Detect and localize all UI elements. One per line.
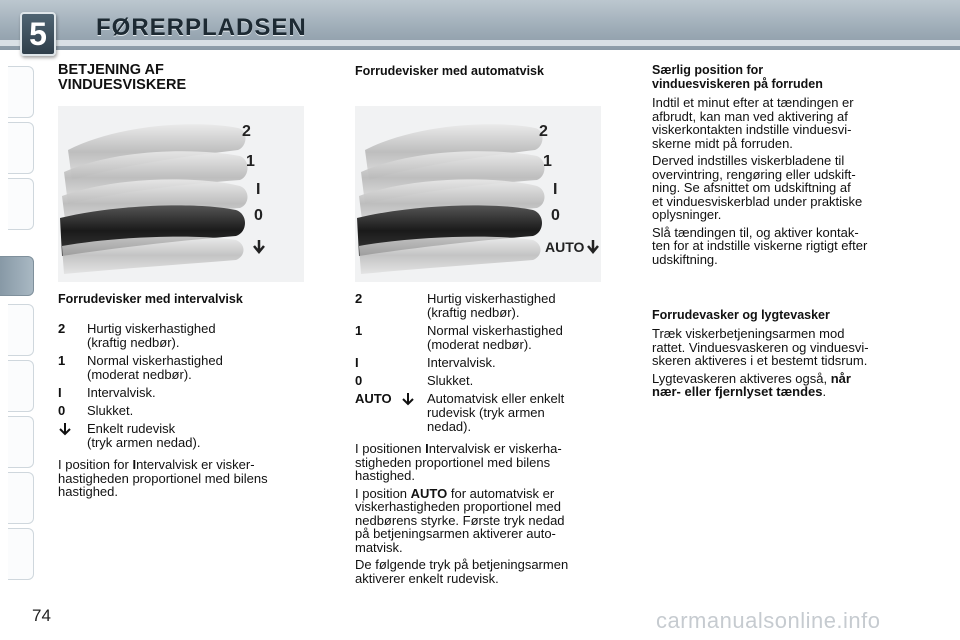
- right-column: [652, 63, 904, 266]
- list-text: Normal viskerhastighed: [87, 353, 223, 368]
- left-column: [58, 63, 318, 93]
- middle-position-list: [355, 292, 615, 438]
- chapter-tab[interactable]: [8, 122, 34, 174]
- paragraph: Indtil et minut efter at tændingen er afbrudt, kan man ved aktivering af viskerkontakten indstille vinduesvi- skerne midt på forruden.: [652, 95, 854, 151]
- section-heading: Forrudevasker og lygtevasker: [652, 308, 830, 322]
- chapter-tab[interactable]: [8, 472, 34, 524]
- lever-ghost: [359, 237, 541, 274]
- list-text: rudevisk (tryk armen: [427, 405, 545, 420]
- chapter-tab[interactable]: [8, 416, 34, 468]
- section-heading: Særlig position for: [652, 63, 764, 77]
- chapter-tab[interactable]: [8, 66, 34, 118]
- arrow-down-icon: [401, 392, 415, 406]
- list-key: 2: [355, 291, 363, 306]
- list-key: 1: [58, 353, 66, 368]
- figure-label-0: 0: [254, 207, 263, 224]
- list-item: [58, 386, 318, 400]
- list-key: 1: [355, 323, 363, 338]
- paragraph: Slå tændingen til, og aktiver kontak- ten for at indstille viskerne rigtigt efter udskiftning.: [652, 224, 868, 267]
- page-number: 74: [32, 606, 51, 625]
- list-item: [58, 404, 318, 418]
- figure-label-0: 0: [551, 207, 560, 224]
- chapter-tab[interactable]: [8, 360, 34, 412]
- watermark: carmanualsonline.info: [656, 608, 881, 633]
- left-subheading-block: [58, 292, 318, 306]
- figure-label-1: 1: [246, 153, 255, 170]
- list-item: [58, 322, 318, 350]
- list-item: [58, 354, 318, 382]
- middle-paragraphs: I positionen Intervalvisk er viskerha- stigheden proportionel med bilens hastighed. I position AUTO for automatvisk er viskerhastigheden proportionel med nedbørens styrke. Første tryk nedad på betjeningsarmen aktiverer auto- matvisk. De følgende tryk på betjeningsarmen aktiverer enkelt rudevisk.: [355, 441, 569, 586]
- list-item: [355, 392, 615, 434]
- arrow-down-icon: [254, 240, 264, 252]
- page-title: FØRERPLADSEN: [96, 14, 307, 41]
- list-text: (moderat nedbør).: [87, 367, 192, 382]
- chapter-tab[interactable]: [8, 304, 34, 356]
- lever-ghost: [62, 237, 244, 274]
- chapter-tab[interactable]: [8, 178, 34, 230]
- section-heading: BETJENING AF: [58, 62, 164, 78]
- section-heading: vinduesviskeren på forruden: [652, 77, 823, 91]
- list-text: Normal viskerhastighed: [427, 323, 563, 338]
- paragraph: Træk viskerbetjeningsarmen mod rattet. Vinduesvaskeren og vinduesvi- skeren aktiveres i et bestemt tidsrum.: [652, 326, 869, 368]
- list-key: I: [58, 385, 62, 400]
- wiper-lever-figure-interval: [58, 106, 304, 282]
- list-item: [355, 324, 615, 352]
- paragraph: Derved indstilles viskerbladene til overvintring, rengøring eller udskift- ning. Se afsnittet om udskiftning af et vinduesviskerblad under praktiske oplysninger.: [652, 153, 863, 222]
- list-key: 0: [58, 403, 66, 418]
- chapter-tabs: [0, 60, 34, 580]
- arrow-down-icon: [588, 240, 598, 252]
- paragraph: Lygtevaskeren aktiveres også, når nær- eller fjernlyset tændes.: [652, 370, 851, 399]
- subheading: Forrudevisker med intervalvisk: [58, 292, 243, 306]
- section-heading: VINDUESVISKERE: [58, 77, 187, 93]
- list-key: AUTO: [355, 391, 392, 406]
- figure-label-i: I: [256, 181, 261, 198]
- wiper-lever-figure-auto: [355, 106, 601, 282]
- list-text: Enkelt rudevisk: [87, 421, 176, 436]
- list-item: [355, 292, 615, 320]
- left-paragraph: I position for Intervalvisk er visker- hastigheden proportionel med bilens hastighed.: [58, 457, 268, 499]
- list-text: (moderat nedbør).: [427, 337, 532, 352]
- list-text: (tryk armen nedad).: [87, 435, 201, 450]
- right-column-washer: [652, 308, 904, 399]
- list-item: [355, 356, 615, 370]
- list-text: (kraftig nedbør).: [427, 305, 520, 320]
- figure-label-2: 2: [539, 123, 548, 140]
- left-position-list: [58, 322, 318, 454]
- chapter-tab-active[interactable]: [0, 256, 34, 296]
- chapter-badge: 5: [20, 12, 56, 56]
- section-heading: Forrudevisker med automatvisk: [355, 64, 544, 78]
- figure-label-2: 2: [242, 123, 251, 140]
- arrow-down-icon: [58, 422, 72, 436]
- list-text: nedad).: [427, 419, 472, 434]
- list-text: Intervalvisk.: [427, 355, 496, 370]
- figure-label-i: I: [553, 181, 558, 198]
- list-text: Slukket.: [427, 373, 474, 388]
- list-text: Automatvisk eller enkelt: [427, 391, 565, 406]
- list-text: (kraftig nedbør).: [87, 335, 180, 350]
- list-text: Hurtig viskerhastighed: [427, 291, 556, 306]
- list-text: Hurtig viskerhastighed: [87, 321, 216, 336]
- middle-heading-block: [355, 64, 615, 78]
- list-item: [355, 374, 615, 388]
- list-key: 0: [355, 373, 363, 388]
- list-key: 2: [58, 321, 66, 336]
- list-item: [58, 422, 318, 450]
- figure-label-auto: AUTO: [545, 239, 585, 255]
- list-text: Slukket.: [87, 403, 134, 418]
- list-key: I: [355, 355, 359, 370]
- chapter-tab[interactable]: [8, 528, 34, 580]
- figure-label-1: 1: [543, 153, 552, 170]
- list-text: Intervalvisk.: [87, 385, 156, 400]
